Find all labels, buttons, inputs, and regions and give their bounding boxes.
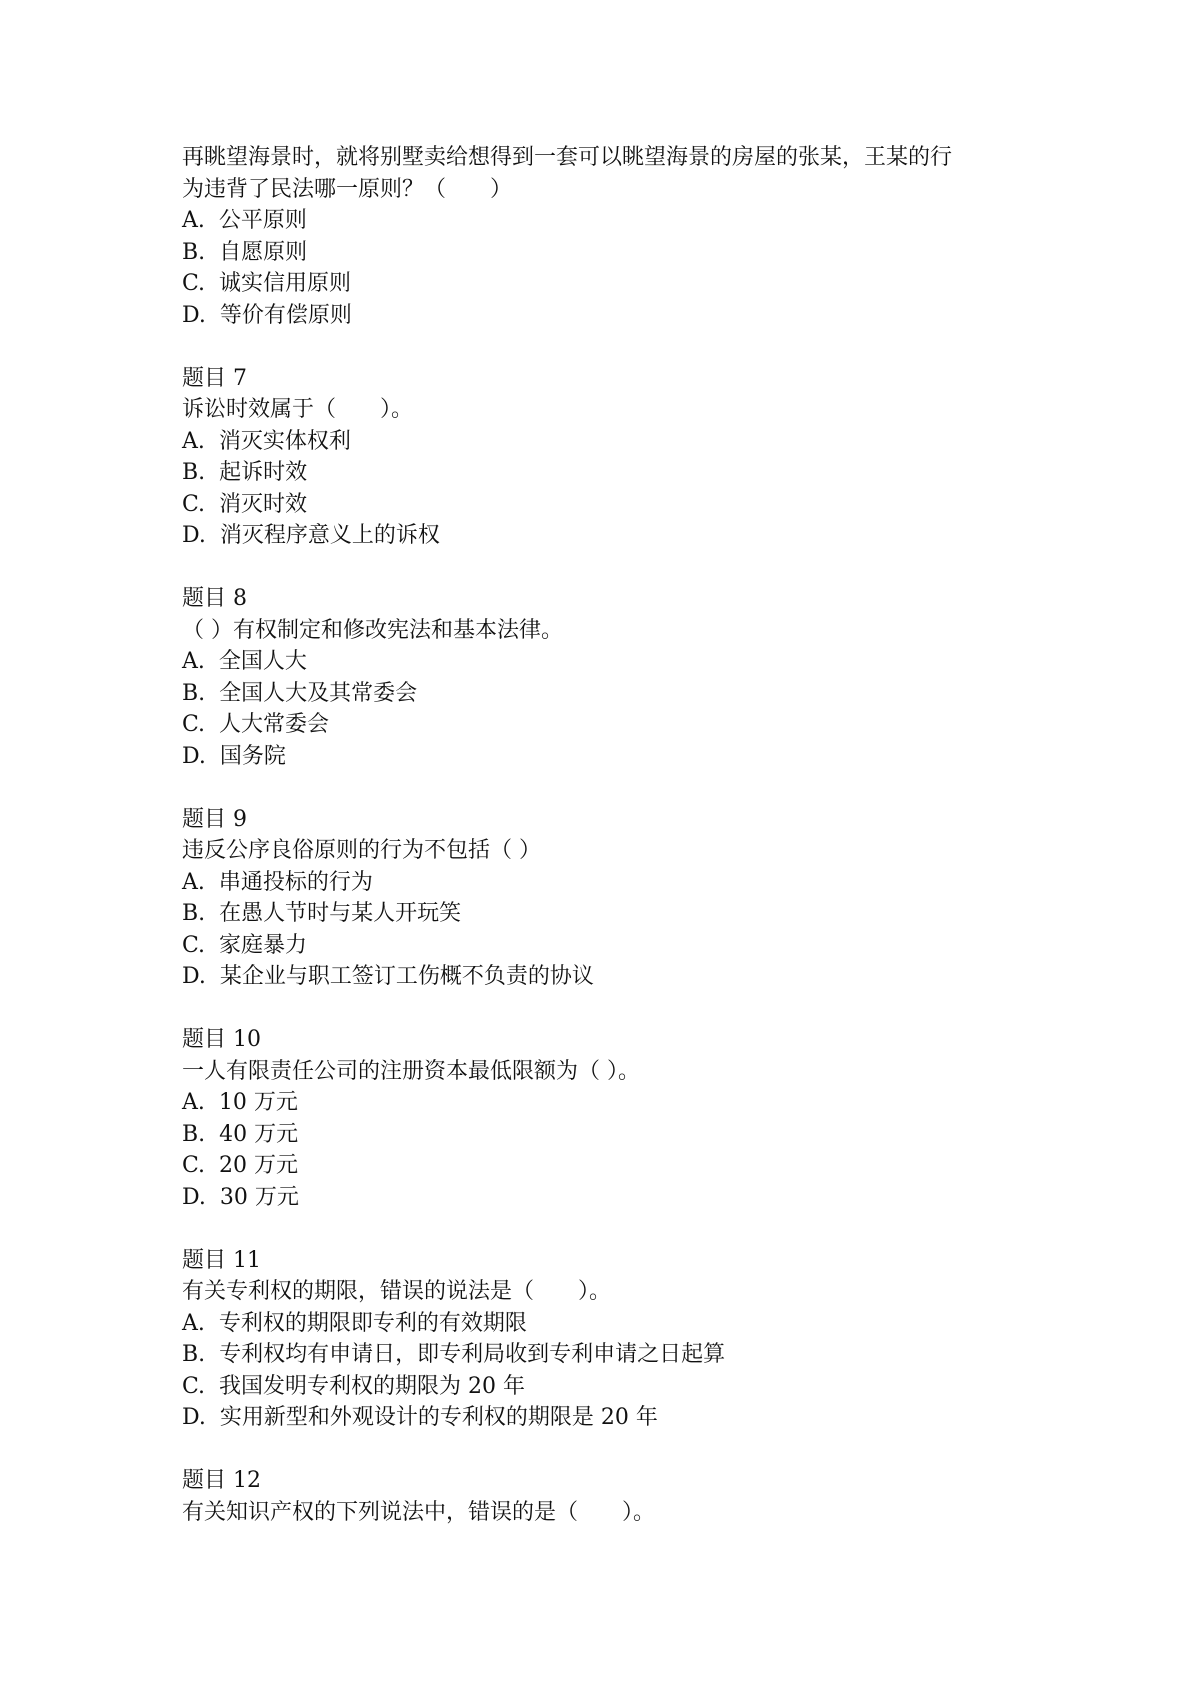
option-d: D. 某企业与职工签订工伤概不负责的协议	[182, 964, 594, 989]
question-stem-line: 再眺望海景时，就将别墅卖给想得到一套可以眺望海景的房屋的张某，王某的行	[182, 145, 953, 170]
option-d: D. 国务院	[182, 743, 286, 769]
question-title: 题目 7	[182, 365, 247, 391]
question-stem: 有关知识产权的下列说法中，错误的是（ ）。	[182, 1499, 656, 1525]
option-d: D. 30 万元	[182, 1184, 299, 1210]
option-c: C. 人大常委会	[182, 712, 330, 737]
option-c: C. 诚实信用原则	[182, 271, 352, 296]
option-b: B. 自愿原则	[182, 239, 308, 265]
option-d: D. 消灭程序意义上的诉权	[182, 523, 440, 548]
option-a: A. 消灭实体权利	[182, 428, 351, 454]
question-title: 题目 12	[182, 1468, 261, 1493]
option-c: C. 我国发明专利权的期限为 20 年	[182, 1373, 526, 1399]
question-9-block	[182, 804, 1042, 993]
question-stem: 有关专利权的期限，错误的说法是（ ）。	[182, 1279, 612, 1304]
option-b: B. 在愚人节时与某人开玩笑	[182, 901, 462, 926]
option-c: C. 家庭暴力	[182, 932, 308, 958]
option-b: B. 起诉时效	[182, 460, 308, 485]
question-7-block	[182, 363, 1042, 552]
option-b: B. 专利权均有申请日，即专利局收到专利申请之日起算	[182, 1342, 726, 1367]
question-stem: 违反公序良俗原则的行为不包括（ ）	[182, 838, 541, 863]
option-d: D. 实用新型和外观设计的专利权的期限是 20 年	[182, 1405, 658, 1430]
question-title: 题目 11	[182, 1247, 261, 1273]
question-stem: 诉讼时效属于（ ）。	[182, 397, 414, 422]
question-12-block	[182, 1465, 1042, 1528]
option-c: C. 20 万元	[182, 1153, 299, 1178]
question-title: 题目 8	[182, 586, 247, 611]
page-content	[182, 142, 1042, 1528]
option-a: A. 10 万元	[182, 1090, 298, 1115]
option-c: C. 消灭时效	[182, 491, 308, 517]
option-b: B. 40 万元	[182, 1121, 299, 1147]
question-stem-line: 为违背了民法哪一原则？（ ）	[182, 176, 513, 202]
question-title: 题目 10	[182, 1027, 261, 1052]
option-d: D. 等价有偿原则	[182, 302, 352, 328]
option-a: A. 公平原则	[182, 208, 307, 233]
option-a: A. 专利权的期限即专利的有效期限	[182, 1310, 527, 1336]
question-stem: 一人有限责任公司的注册资本最低限额为（ ）。	[182, 1058, 640, 1084]
question-stem: （ ）有权制定和修改宪法和基本法律。	[182, 617, 563, 643]
option-a: A. 全国人大	[182, 649, 307, 674]
option-b: B. 全国人大及其常委会	[182, 680, 418, 706]
question-8-block	[182, 583, 1042, 772]
question-10-block	[182, 1024, 1042, 1213]
question-title: 题目 9	[182, 806, 247, 832]
option-a: A. 串通投标的行为	[182, 869, 373, 895]
question-intro-block	[182, 142, 1042, 331]
question-11-block	[182, 1245, 1042, 1434]
